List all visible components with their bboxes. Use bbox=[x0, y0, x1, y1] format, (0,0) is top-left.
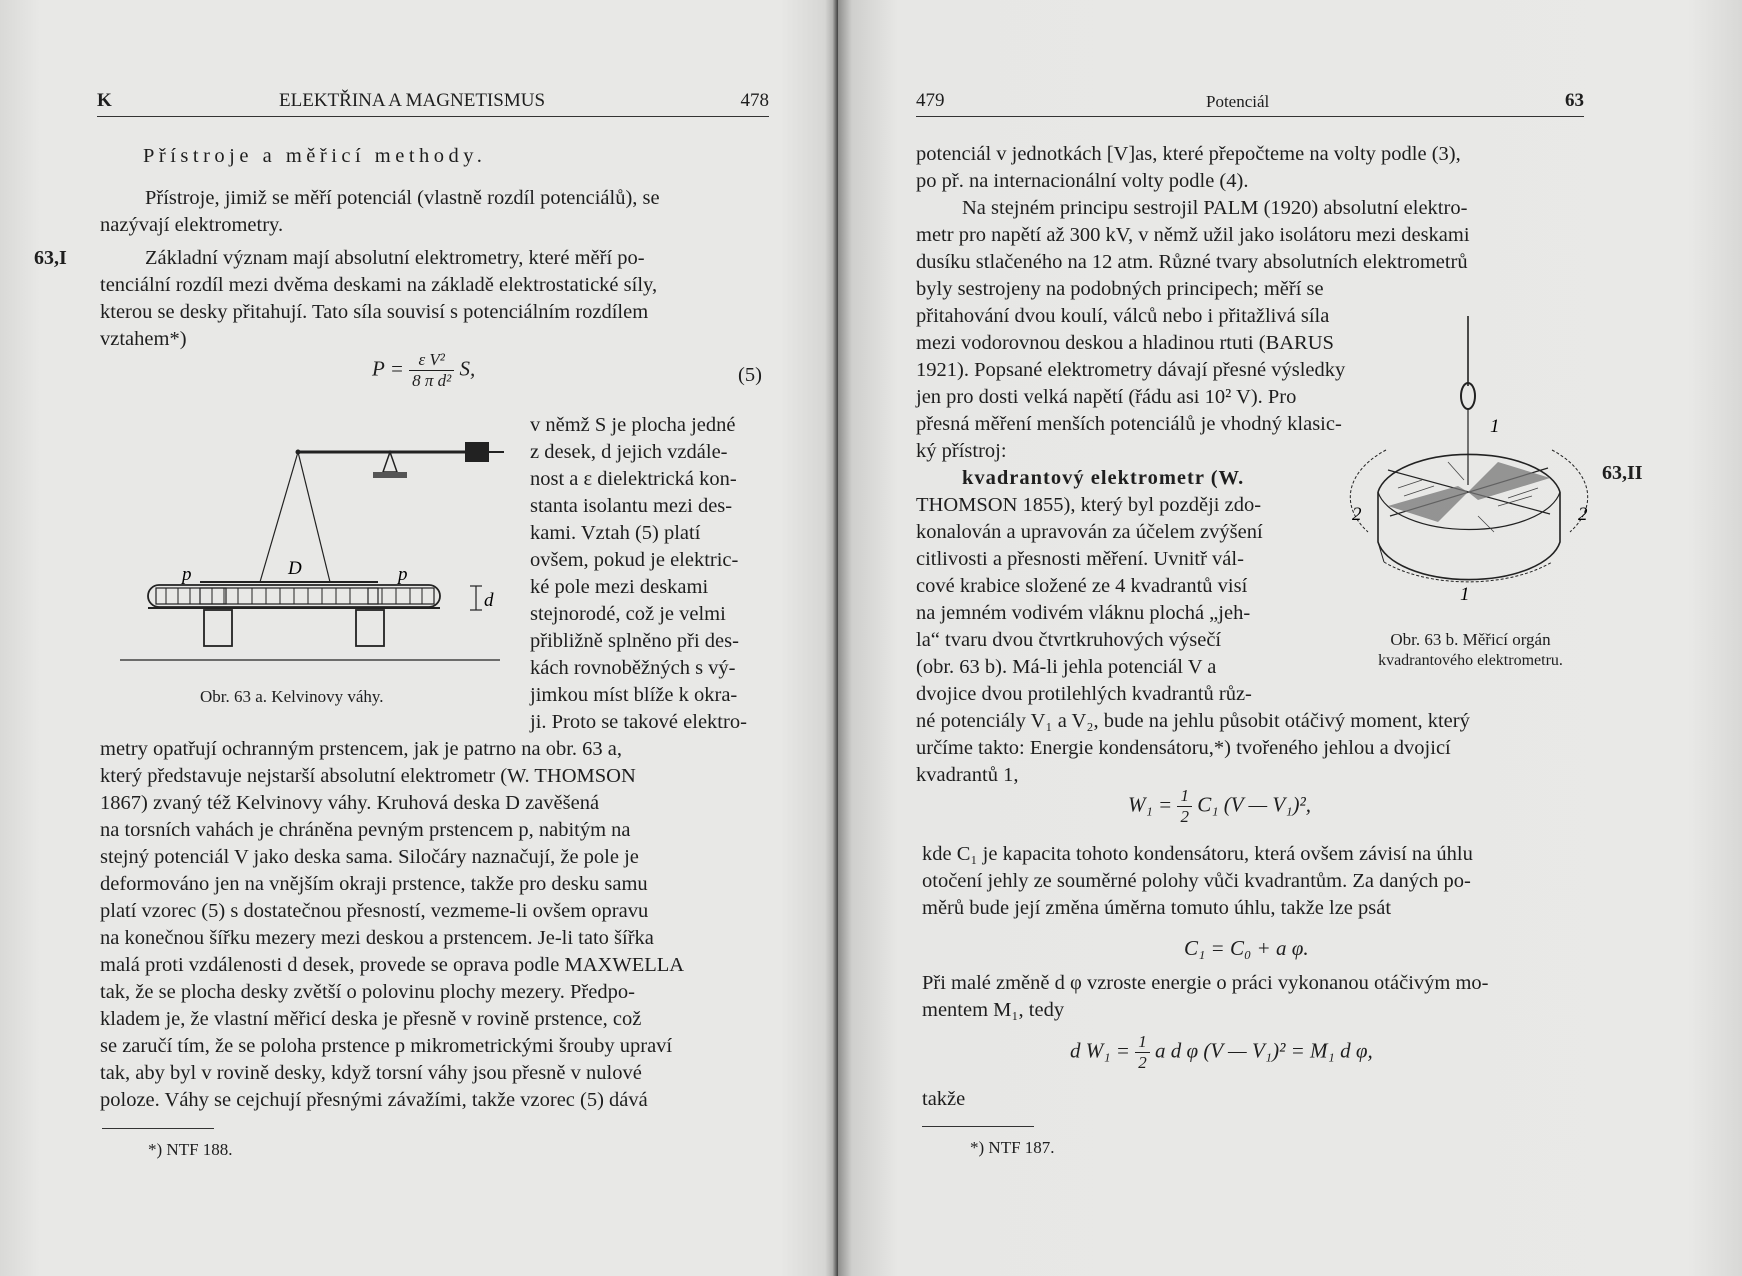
formula-lhs: W₁ = bbox=[1128, 792, 1173, 817]
text-line: nost a ε dielektrická kon- bbox=[530, 468, 737, 490]
text-line: kde C₁ je kapacita tohoto kondensátoru, která ovšem závisí na úhlu bbox=[922, 843, 1473, 865]
text-line: jen pro dosti velká napětí (řádu asi 10² V). Pro bbox=[916, 386, 1297, 408]
text-line: na jemném vodivém vláknu plochá „jeh- bbox=[916, 602, 1251, 624]
text-line: kami. Vztah (5) platí bbox=[530, 522, 701, 544]
text-line: la“ tvaru dvou čtvrtkruhových výsečí bbox=[916, 629, 1222, 651]
figure-caption-63b-line2: kvadrantového elektrometru. bbox=[1378, 652, 1563, 669]
formula-lhs: P = bbox=[372, 356, 404, 381]
header-letter: K bbox=[97, 90, 112, 111]
right-running-header bbox=[916, 86, 1584, 117]
text-line: cové krabice složené ze 4 kvadrantů visí bbox=[916, 575, 1248, 597]
text-line: tak, že se plocha desky zvětší o polovinu plochy mezery. Předpo- bbox=[100, 981, 635, 1003]
text-line: na konečnou šířku mezery mezi deskou a prstencem. Je-li tato šířka bbox=[100, 927, 654, 949]
text-line: po př. na internacionální volty podle (4). bbox=[916, 170, 1249, 192]
text-line: kterou se desky přitahují. Tato síla souvisí s potenciálním rozdílem bbox=[100, 301, 649, 323]
figure-label-2: 2 bbox=[1352, 504, 1362, 525]
kelvin-balance-figure bbox=[120, 430, 520, 670]
formula-denominator: 2 bbox=[1180, 807, 1189, 826]
text-line: který představuje nejstarší absolutní elektrometr (W. THOMSON bbox=[100, 765, 636, 787]
figure-label-1: 1 bbox=[1460, 584, 1470, 605]
formula-w1 bbox=[1128, 786, 1311, 827]
formula-numerator: 1 bbox=[1177, 786, 1192, 807]
text-line: né potenciály V₁ a V₂, bude na jehlu působit otáčivý moment, který bbox=[916, 710, 1470, 732]
formula-lhs: d W₁ = bbox=[1070, 1038, 1130, 1063]
formula-numerator: 1 bbox=[1135, 1032, 1150, 1053]
text-line: metry opatřují ochranným prstencem, jak je patrno na obr. 63 a, bbox=[100, 738, 623, 760]
text-line: Na stejném principu sestrojil PALM (1920) absolutní elektro- bbox=[962, 197, 1468, 219]
text-line: mezi vodorovnou deskou a hladinou rtuti (BARUS bbox=[916, 332, 1334, 354]
text-line: měrů bude její změna úměrna tomuto úhlu, takže lze psát bbox=[922, 897, 1392, 919]
text-line: dvojice dvou protilehlých kvadrantů růz- bbox=[916, 683, 1252, 705]
text-line: otočení jehly ze souměrné polohy vůči kvadrantům. Za daných po- bbox=[922, 870, 1471, 892]
text-line: stejnorodé, což je velmi bbox=[530, 603, 726, 625]
text-line: poloze. Váhy se cejchují přesnými závažími, takže vzorec (5) dává bbox=[100, 1089, 648, 1111]
text-line: ovšem, pokud je elektric- bbox=[530, 549, 739, 571]
footnote-rule bbox=[922, 1126, 1034, 1127]
header-section-number: 63 bbox=[1565, 90, 1584, 111]
text-line: z desek, d jejich vzdále- bbox=[530, 441, 728, 463]
footnote: *) NTF 188. bbox=[148, 1140, 233, 1159]
text-line: ké pole mezi deskami bbox=[530, 576, 709, 598]
text-line: citlivosti a přesnosti měření. Uvnitř vál- bbox=[916, 548, 1244, 570]
text-line: v němž S je plocha jedné bbox=[530, 414, 736, 436]
figure-label-D: D bbox=[288, 558, 302, 579]
text-line: THOMSON 1855), který byl později zdo- bbox=[916, 494, 1262, 516]
text-line: stanta isolantu mezi des- bbox=[530, 495, 733, 517]
header-title: Potenciál bbox=[1206, 92, 1270, 111]
formula-c1: C₁ = C₀ + a φ. bbox=[1184, 936, 1309, 960]
figure-caption-63a: Obr. 63 a. Kelvinovy váhy. bbox=[200, 687, 384, 706]
figure-caption-63b-line1: Obr. 63 b. Měřicí orgán bbox=[1390, 630, 1551, 649]
figure-label-p: p bbox=[182, 564, 192, 585]
header-title: ELEKTŘINA A MAGNETISMUS bbox=[279, 90, 546, 111]
text-line-term: kvadrantový elektrometr (W. bbox=[962, 467, 1245, 489]
text-line: ji. Proto se takové elektro- bbox=[530, 711, 747, 733]
header-page-number: 478 bbox=[740, 90, 769, 111]
text-line: byly sestrojeny na podobných principech; měří se bbox=[916, 278, 1324, 300]
header-page-number: 479 bbox=[916, 90, 945, 111]
formula-rhs: a d φ (V — V₁)² = M₁ d φ, bbox=[1154, 1038, 1373, 1063]
footnote: *) NTF 187. bbox=[970, 1138, 1055, 1157]
formula-fraction bbox=[409, 350, 454, 391]
left-page bbox=[0, 0, 838, 1276]
text-line: 1921). Popsané elektrometry dávají přesné výsledky bbox=[916, 359, 1346, 381]
text-line-closing: takže bbox=[922, 1088, 966, 1110]
formula-rhs: C₁ (V — V₁)², bbox=[1197, 792, 1312, 817]
text-line: dusíku stlačeného na 12 atm. Různé tvary absolutních elektrometrů bbox=[916, 251, 1468, 273]
text-line: platí vzorec (5) s dostatečnou přesností, vezmeme-li ovšem opravu bbox=[100, 900, 649, 922]
formula-number: (5) bbox=[738, 364, 762, 386]
formula-denominator: 2 bbox=[1138, 1053, 1147, 1072]
text-line: Při malé změně d φ vzroste energie o práci vykonanou otáčivým mo- bbox=[922, 972, 1489, 994]
figure-label-2: 2 bbox=[1578, 504, 1588, 525]
text-line: přesná měření menších potenciálů je vhodný klasic- bbox=[916, 413, 1342, 435]
text-line: na torsních vahách je chráněna pevným prstencem p, nabitým na bbox=[100, 819, 631, 841]
margin-label-63-I: 63,I bbox=[34, 247, 67, 269]
text-line: nazývají elektrometry. bbox=[100, 214, 284, 236]
text-line: 1867) zvaný též Kelvinovy váhy. Kruhová deska D zavěšená bbox=[100, 792, 600, 814]
formula-5 bbox=[372, 350, 475, 391]
formula-rhs: S, bbox=[459, 356, 476, 381]
text-line: potenciál v jednotkách [V]as, které přepočteme na volty podle (3), bbox=[916, 143, 1461, 165]
text-line: stejný potenciál V jako deska sama. Siločáry naznačují, že pole je bbox=[100, 846, 639, 868]
formula-fraction bbox=[1177, 786, 1192, 827]
text-line: konalován a upravován za účelem zvýšení bbox=[916, 521, 1263, 543]
text-line: vztahem*) bbox=[100, 328, 187, 350]
text-line: tak, aby byl v rovině desky, když torsní váhy jsou přesně v nulové bbox=[100, 1062, 642, 1084]
text-line: přibližně splněno při des- bbox=[530, 630, 739, 652]
text-line: kvadrantů 1, bbox=[916, 764, 1019, 786]
figure-label-p: p bbox=[398, 564, 408, 585]
text-line: tenciální rozdíl mezi dvěma deskami na základě elektrostatické síly, bbox=[100, 274, 658, 296]
figure-label-d: d bbox=[484, 590, 494, 611]
section-heading: Přístroje a měřicí methody. bbox=[143, 145, 487, 167]
text-line: mentem M₁, tedy bbox=[922, 999, 1065, 1021]
quadrant-electrometer-figure bbox=[1338, 310, 1598, 620]
formula-denominator: 8 π d² bbox=[412, 371, 452, 390]
text-line: se zaručí tím, že se poloha prstence p mikrometrickými šrouby upraví bbox=[100, 1035, 673, 1057]
text-line: přitahování dvou koulí, válců nebo i přitažlivá síla bbox=[916, 305, 1330, 327]
text-line: deformováno jen na vnějším okraji prstence, takže pro desku samu bbox=[100, 873, 648, 895]
text-line: kladem je, že vlastní měřicí deska je přesně v rovině prstence, což bbox=[100, 1008, 642, 1030]
text-line: Základní význam mají absolutní elektrometry, které měří po- bbox=[145, 247, 645, 269]
text-line: určíme takto: Energie kondensátoru,*) tvořeného jehlou a dvojicí bbox=[916, 737, 1451, 759]
text-line: metr pro napětí až 300 kV, v němž užil jako isolátoru mezi deskami bbox=[916, 224, 1470, 246]
text-line: kách rovnoběžných s vý- bbox=[530, 657, 736, 679]
text-line: Přístroje, jimiž se měří potenciál (vlastně rozdíl potenciálů), se bbox=[145, 187, 660, 209]
right-page bbox=[838, 0, 1742, 1276]
formula-numerator: ε V² bbox=[409, 350, 454, 371]
text-line: jimkou míst blíže k okra- bbox=[530, 684, 738, 706]
footnote-rule bbox=[102, 1128, 214, 1129]
text-line: (obr. 63 b). Má-li jehla potenciál V a bbox=[916, 656, 1217, 678]
formula-dw1 bbox=[1070, 1032, 1373, 1073]
left-running-header bbox=[97, 86, 769, 117]
formula-fraction bbox=[1135, 1032, 1150, 1073]
text-line: ký přístroj: bbox=[916, 440, 1007, 462]
margin-label-63-II: 63,II bbox=[1602, 462, 1643, 484]
figure-label-1: 1 bbox=[1490, 416, 1500, 437]
text-line: malá proti vzdálenosti d desek, provede se oprava podle MAXWELLA bbox=[100, 954, 685, 976]
